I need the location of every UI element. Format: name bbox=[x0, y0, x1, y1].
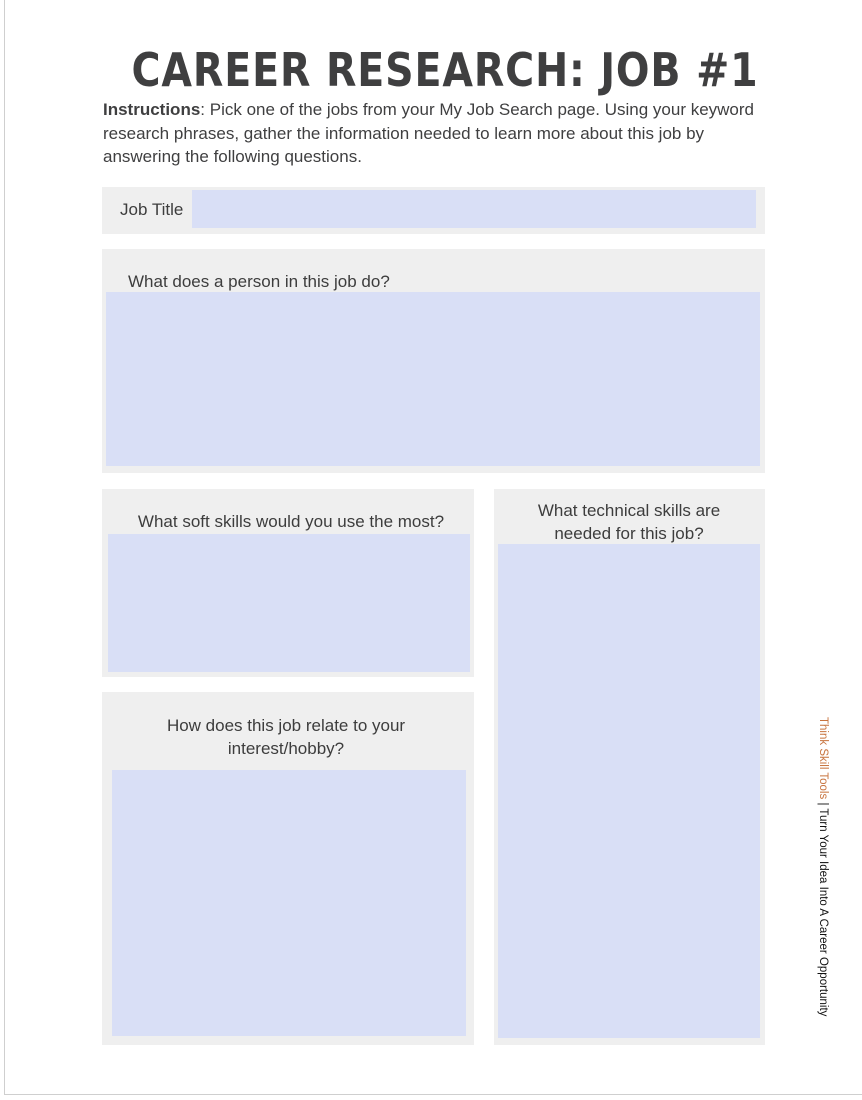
job-title-label: Job Title bbox=[120, 200, 184, 219]
job-title-input[interactable] bbox=[192, 190, 756, 228]
page-title: CAREER RESEARCH: JOB #1 bbox=[131, 43, 759, 97]
footer-branding bbox=[809, 717, 839, 1037]
instructions-text: : Pick one of the jobs from your My Job Search page. Using your keyword research phrases, gather the information needed to learn more about this job by answering the following questions. bbox=[103, 100, 755, 166]
footer-text bbox=[817, 717, 829, 1016]
technical-skills-input[interactable] bbox=[498, 544, 760, 1038]
tagline: Turn Your Idea Into A Career Opportunity bbox=[817, 808, 829, 1017]
instructions-label: Instructions bbox=[103, 100, 201, 119]
soft-skills-input[interactable] bbox=[108, 534, 470, 672]
job-duties-input[interactable] bbox=[106, 292, 760, 466]
soft-skills-label: What soft skills would you use the most? bbox=[137, 512, 445, 531]
technical-skills-label: What technical skills are needed for this job? bbox=[537, 501, 721, 543]
job-duties-label: What does a person in this job do? bbox=[128, 272, 390, 291]
interest-relation-label: How does this job relate to your interest/hobby? bbox=[166, 716, 406, 758]
brand-name: Think Skill Tools bbox=[817, 717, 829, 800]
footer-separator: | bbox=[817, 799, 829, 809]
interest-relation-input[interactable] bbox=[112, 770, 466, 1036]
instructions bbox=[103, 98, 763, 169]
